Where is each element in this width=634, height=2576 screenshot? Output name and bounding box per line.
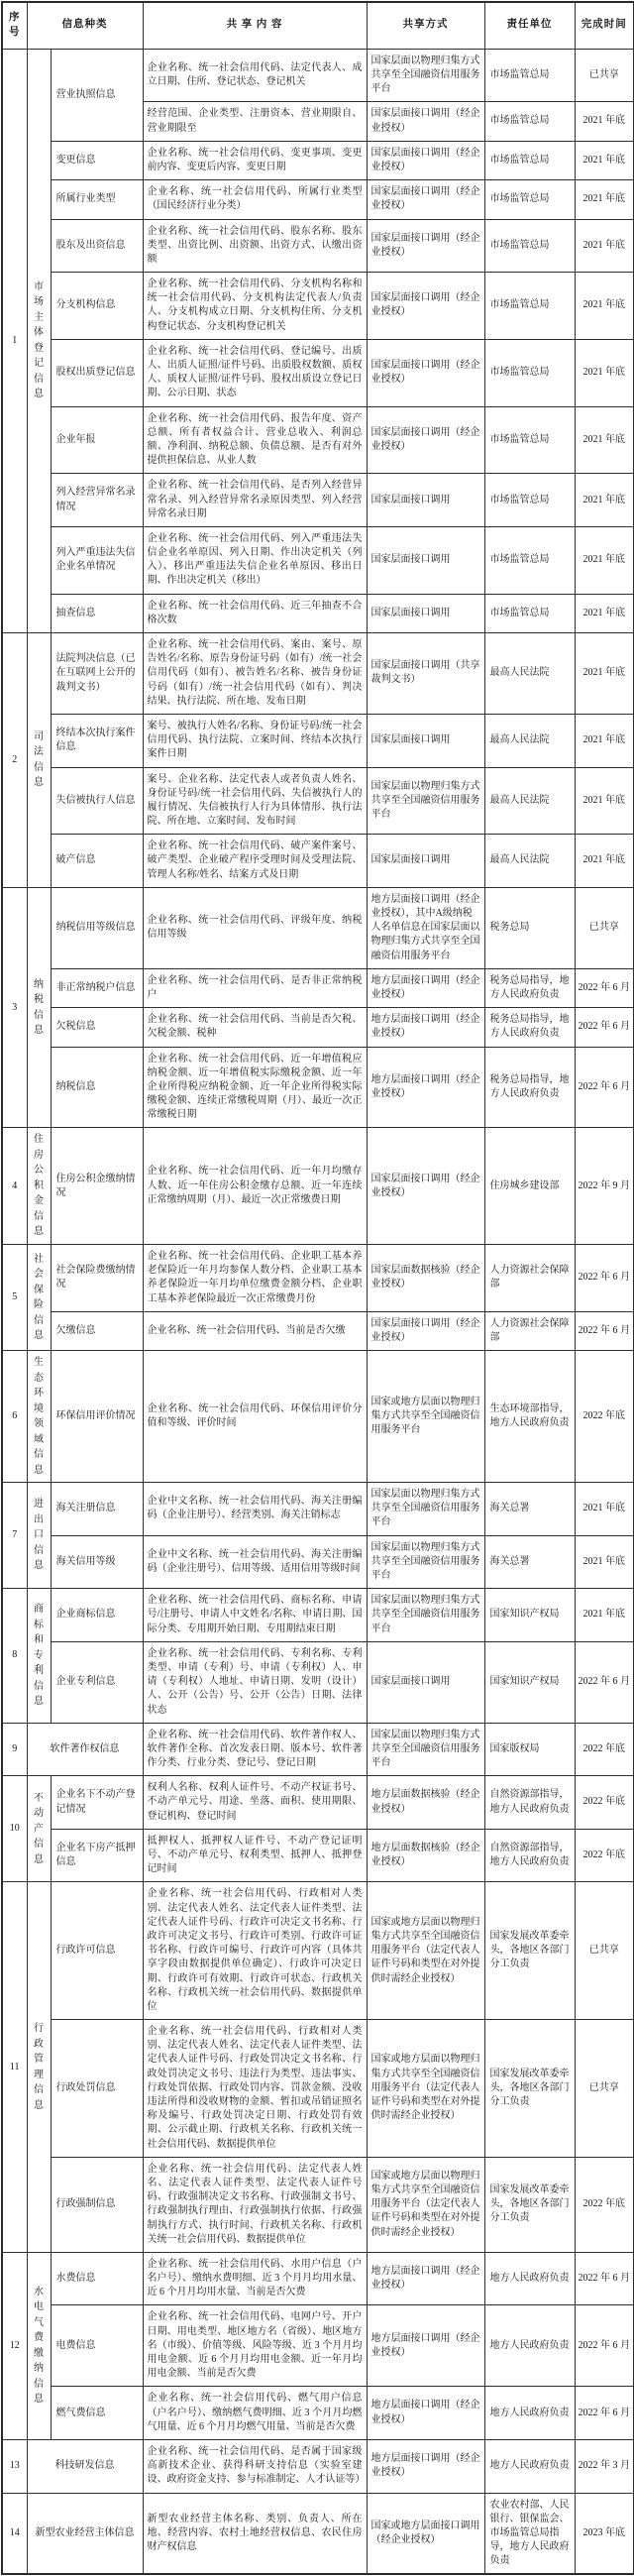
unit-cell: 人力资源社会保障部	[484, 1244, 575, 1311]
info-type-cell: 行政处罚信息	[51, 2020, 143, 2158]
content-cell: 企业名称、统一社会信用代码、是否属于国家级高新技术企业、获得科研支持信息（实验室建设、政府资金支持、参与标准制定、人才认证等）	[143, 2439, 367, 2493]
table-row	[2, 1589, 634, 1642]
content-cell: 经营范围、企业类型、注册资本、营业期限自、营业期限至	[143, 102, 367, 141]
method-cell: 地方层面接口调用（经企业授权）	[367, 1008, 484, 1047]
row-number-cell: 8	[2, 1589, 27, 1724]
row-number-cell: 14	[2, 2493, 27, 2574]
table-row	[2, 273, 634, 340]
unit-cell: 地方人民政府负责	[484, 2439, 575, 2493]
method-cell: 国家层面接口调用（经企业授权）	[367, 219, 484, 273]
unit-cell: 市场监管总局	[484, 406, 575, 474]
table-row	[2, 406, 634, 474]
info-type-cell: 社会保险费缴纳情况	[51, 1244, 143, 1311]
time-cell: 2021 年底	[575, 273, 634, 340]
table-row	[2, 141, 634, 179]
time-cell: 2022 年 6 月	[575, 2305, 634, 2387]
time-cell: 2022 年 9 月	[575, 1128, 634, 1245]
content-cell: 企业名称、统一社会信用代码、近三年抽查不合格次数	[143, 594, 367, 632]
info-type-cell: 列入严重违法失信企业名单情况	[51, 526, 143, 594]
info-type-cell: 欠税信息	[51, 1008, 143, 1047]
content-cell: 抵押权人、抵押权人证件号、不动产登记证明号、不动产单元号、权利类型、抵押人、抵押登记时间	[143, 1829, 367, 1882]
unit-cell: 海关总署	[484, 1483, 575, 1536]
info-type-cell: 分支机构信息	[51, 273, 143, 340]
time-cell: 2022 年底	[575, 1351, 634, 1483]
content-cell: 新型农业经营主体名称、类别、负责人、所在地、经营内容、农村土地经营权信息、农民住房财产权信息	[143, 2493, 367, 2574]
time-cell: 2021 年底	[575, 1589, 634, 1642]
method-cell: 国家层面接口调用（经企业授权）	[367, 1128, 484, 1245]
method-cell: 国家层面接口调用	[367, 526, 484, 594]
info-type-cell: 电费信息	[51, 2305, 143, 2387]
time-cell: 2022 年 6 月	[575, 1311, 634, 1350]
content-cell: 企业名称、统一社会信用代码、环保信用评价分值和等级、评价时间	[143, 1351, 367, 1483]
method-cell: 国家层面接口调用（经企业授权）	[367, 273, 484, 340]
info-type-cell: 破产信息	[51, 835, 143, 888]
content-cell: 案号、被执行人姓名/名称、身份证号码/统一社会信用代码、执行法院、立案时间、终结本次执行案件日期	[143, 714, 367, 767]
info-type-cell: 欠缴信息	[51, 1311, 143, 1350]
unit-cell: 国家发展改革委牵头，各地区各部门分工负责	[484, 1882, 575, 2020]
method-cell: 国家或地方层面以物理归集方式共享至全国融资信用服务平台（法定代表人证件号码和类型在对外提供时需经企业授权）	[367, 2157, 484, 2252]
table-row	[2, 767, 634, 835]
info-type-cell: 行政强制信息	[51, 2157, 143, 2252]
unit-cell: 住房城乡建设部	[484, 1128, 575, 1245]
unit-cell: 自然资源部指导，地方人民政府负责	[484, 1829, 575, 1882]
unit-cell: 国家知识产权局	[484, 1589, 575, 1642]
time-cell: 2022 年 6 月	[575, 1008, 634, 1047]
time-cell: 已共享	[575, 887, 634, 968]
method-cell: 国家层面接口调用（经企业授权）	[367, 180, 484, 219]
table-row	[2, 1128, 634, 1245]
table-row	[2, 526, 634, 594]
content-cell: 企业中文名称、统一社会信用代码、海关注册编码（企业注册号）、信用等级、适用信用等级时间	[143, 1535, 367, 1589]
info-category-cell: 行政管理信息	[27, 1882, 51, 2253]
info-category-cell: 科技研发信息	[27, 2439, 143, 2493]
content-cell: 案号、企业名称、法定代表人或者负责人姓名、身份证号码/统一社会信用代码、失信被执行人的履行情况、失信被执行人行为具体情形、执行法院、所在地、立案时间、发布时间	[143, 767, 367, 835]
content-cell: 企业名称、统一社会信用代码、登记编号、出质人、出质人证照/证件号码、出质股权数额、质权人、质权人证照/证件号码、股权出质设立登记日期、公示日期、状态	[143, 339, 367, 406]
info-type-cell: 所属行业类型	[51, 180, 143, 219]
unit-cell: 市场监管总局	[484, 141, 575, 179]
time-cell: 2022 年 6 月	[575, 1641, 634, 1723]
unit-cell: 地方人民政府负责	[484, 2305, 575, 2387]
unit-cell: 市场监管总局	[484, 180, 575, 219]
table-row	[2, 2305, 634, 2387]
time-cell: 2021 年底	[575, 594, 634, 632]
unit-cell: 地方人民政府负责	[484, 2252, 575, 2305]
unit-cell: 生态环境部指导，地方人民政府负责	[484, 1351, 575, 1483]
unit-cell: 税务总局	[484, 887, 575, 968]
unit-cell: 国家发展改革委牵头，各地区各部门分工负责	[484, 2020, 575, 2158]
info-category-cell: 住房公积金信息	[27, 1128, 51, 1245]
table-row	[2, 2493, 634, 2574]
info-sharing-table	[1, 1, 634, 2575]
content-cell: 企业名称、统一社会信用代码、当前是否欠税、欠税金额、税种	[143, 1008, 367, 1047]
unit-cell: 市场监管总局	[484, 102, 575, 141]
row-number-cell: 9	[2, 1723, 27, 1776]
content-cell: 企业名称、统一社会信用代码、分支机构名称和统一社会信用代码、分支机构法定代表人/负责人、分支机构成立日期、分支机构住所、分支机构登记状态、分支机构登记机关	[143, 273, 367, 340]
info-type-cell: 纳税信息	[51, 1047, 143, 1128]
table-row	[2, 2020, 634, 2158]
row-number-cell: 7	[2, 1483, 27, 1589]
info-category-cell: 司法信息	[27, 633, 51, 888]
table-row	[2, 180, 634, 219]
content-cell: 企业名称、统一社会信用代码、报告年度、资产总额、所有者权益合计、营业总收入、利润总额、净利润、纳税总额、负债总额、是否有对外提供担保信息、从业人数	[143, 406, 367, 474]
info-type-cell: 企业专利信息	[51, 1641, 143, 1723]
time-cell: 2022 年 3 月	[575, 2439, 634, 2493]
content-cell: 企业名称、统一社会信用代码、行政相对人类别、法定代表人姓名、法定代表人证件类型、法定代表人证件号码、行政处罚决定文书名称、行政处罚决定文书号、违法行为类型、违法事实、行政处罚依据、行政处罚内容、罚款金额、没收违法所得和没收财物的金额、暂扣或吊销证照名称及编号、行政处罚决定日期、行政处罚有效期、公示截止期、行政机关名称、行政机关统一社会信用代码、数据提供单位	[143, 2020, 367, 2158]
method-cell: 地方层面接口调用（经企业授权）	[367, 2439, 484, 2493]
time-cell: 2021 年底	[575, 406, 634, 474]
time-cell: 已共享	[575, 2020, 634, 2158]
method-cell: 地方层面数据核验（经企业授权）	[367, 1776, 484, 1830]
info-type-cell: 海关信用等级	[51, 1535, 143, 1589]
content-cell: 企业名称、统一社会信用代码、所属行业类型（国民经济行业分类）	[143, 180, 367, 219]
content-cell: 企业名称、统一社会信用代码、近一年增值税应纳税金额、近一年增值税实际缴税金额、近一年企业所得税应纳税金额、近一年企业所得税实际缴税金额、连续正常缴税周期（月）、最近一次正常缴税日期	[143, 1047, 367, 1128]
info-type-cell: 纳税信用等级信息	[51, 887, 143, 968]
info-type-cell: 营业执照信息	[51, 49, 143, 141]
info-type-cell: 企业商标信息	[51, 1589, 143, 1642]
content-cell: 企业名称、统一社会信用代码、电网户号、开户日期、用电类型、地区地方名（省级）、地区地方名（市级）、价值等级、风险等级、近 3 个月月均用电金额、近 6 个月月均用电金额、近一年月均用电金额、当前是否欠费	[143, 2305, 367, 2387]
info-category-cell: 软件著作权信息	[27, 1723, 143, 1776]
time-cell: 2021 年底	[575, 835, 634, 888]
time-cell: 2022 年底	[575, 2157, 634, 2252]
table-row	[2, 594, 634, 632]
row-number-cell: 2	[2, 633, 27, 888]
time-cell: 2021 年底	[575, 526, 634, 594]
content-cell: 企业名称、统一社会信用代码、变更事项、变更前内容、变更后内容、变更日期	[143, 141, 367, 179]
time-cell: 2021 年底	[575, 474, 634, 527]
time-cell: 2021 年底	[575, 1483, 634, 1536]
method-cell: 国家层面以物理归集方式共享至全国融资信用服务平台	[367, 1723, 484, 1776]
method-cell: 地方层面接口调用（经企业授权）	[367, 2252, 484, 2305]
method-cell: 国家层面以物理归集方式共享至全国融资信用服务平台	[367, 767, 484, 835]
table-row	[2, 835, 634, 888]
content-cell: 企业名称、统一社会信用代码、当前是否欠缴	[143, 1311, 367, 1350]
unit-cell: 市场监管总局	[484, 273, 575, 340]
time-cell: 2021 年底	[575, 767, 634, 835]
method-cell: 国家层面接口调用（经企业授权）	[367, 339, 484, 406]
info-type-cell: 住房公积金缴纳情况	[51, 1128, 143, 1245]
table-row	[2, 2157, 634, 2252]
unit-cell: 市场监管总局	[484, 339, 575, 406]
unit-cell: 市场监管总局	[484, 594, 575, 632]
unit-cell: 税务总局指导，地方人民政府负责	[484, 1047, 575, 1128]
content-cell: 企业名称、统一社会信用代码、商标名称、申请号/注册号、申请人中文姓名/名称、申请日期、国际分类、专用期开始日期、专用期结束日期	[143, 1589, 367, 1642]
info-category-cell: 不动产信息	[27, 1776, 51, 1882]
row-number-cell: 4	[2, 1128, 27, 1245]
method-cell: 国家层面接口调用	[367, 474, 484, 527]
time-cell: 2021 年底	[575, 633, 634, 715]
col-header-responsible-unit: 责任单位	[484, 2, 575, 49]
table-row	[2, 1311, 634, 1350]
content-cell: 企业名称、统一社会信用代码、案由、案号、原告姓名/名称、原告身份证号码（如有）/统一社会信用代码（如有）、被告姓名/名称、被告身份证号码（如有）/统一社会信用代码（如有）、判决结果、执行法院、所在地、发布日期	[143, 633, 367, 715]
time-cell: 2021 年底	[575, 102, 634, 141]
info-type-cell: 失信被执行人信息	[51, 767, 143, 835]
content-cell: 企业名称、统一社会信用代码、评级年度、纳税信用等级	[143, 887, 367, 968]
time-cell: 2022 年 6 月	[575, 2387, 634, 2440]
content-cell: 企业名称、统一社会信用代码、是否列入经营异常名录、列入经营异常名录原因类型、列入经营异常名录日期	[143, 474, 367, 527]
info-type-cell: 环保信用评价情况	[51, 1351, 143, 1483]
time-cell: 已共享	[575, 1882, 634, 2020]
info-category-cell: 进出口信息	[27, 1483, 51, 1589]
method-cell: 国家或地方层面接口调用（经企业授权）	[367, 2493, 484, 2574]
time-cell: 2021 年底	[575, 339, 634, 406]
unit-cell: 最高人民法院	[484, 714, 575, 767]
info-category-cell: 生态环境领域信息	[27, 1351, 51, 1483]
unit-cell: 最高人民法院	[484, 633, 575, 715]
time-cell: 2022 年 6 月	[575, 1244, 634, 1311]
table-row	[2, 1244, 634, 1311]
info-type-cell: 企业名下房产抵押信息	[51, 1829, 143, 1882]
method-cell: 地方层面接口调用（经企业授权）	[367, 2305, 484, 2387]
method-cell: 国家或地方层面以物理归集方式共享至全国融资信用服务平台（法定代表人证件号码和类型在对外提供时需经企业授权）	[367, 2020, 484, 2158]
unit-cell: 国家发展改革委牵头，各地区各部门分工负责	[484, 2157, 575, 2252]
content-cell: 企业名称、统一社会信用代码、企业职工基本养老保险近一年月均参保人数分档、企业职工基本养老保险近一年月均单位缴费金额分档、企业职工基本养老保险最近一次正常缴费月份	[143, 1244, 367, 1311]
info-type-cell: 非正常纳税户信息	[51, 968, 143, 1007]
row-number-cell: 12	[2, 2252, 27, 2439]
method-cell: 国家层面以物理归集方式共享至全国融资信用服务平台	[367, 49, 484, 102]
row-number-cell: 11	[2, 1882, 27, 2253]
method-cell: 国家层面接口调用（共享裁判文书）	[367, 633, 484, 715]
table-row	[2, 1008, 634, 1047]
method-cell: 国家层面接口调用	[367, 1641, 484, 1723]
content-cell: 企业名称、统一社会信用代码、燃气用户信息（户名户号）、缴纳燃气费明细、近 3 个月月均燃气用量、近 6 个月月均燃气用量、当前是否欠费	[143, 2387, 367, 2440]
content-cell: 企业名称、统一社会信用代码、破产案件案号、破产类型、企业破产程序受理时间及受理法院、管理人名称/姓名、结案方式及日期	[143, 835, 367, 888]
time-cell: 2022 年 6 月	[575, 2252, 634, 2305]
table-row	[2, 1047, 634, 1128]
table-row	[2, 633, 634, 715]
method-cell: 地方层面接口调用（经企业授权）	[367, 968, 484, 1007]
table-row	[2, 219, 634, 273]
time-cell: 2021 年底	[575, 714, 634, 767]
info-type-cell: 水费信息	[51, 2252, 143, 2305]
method-cell: 国家或地方层面以物理归集方式共享至全国融资信用服务平台	[367, 1351, 484, 1483]
table-row	[2, 1776, 634, 1830]
row-number-cell: 3	[2, 887, 27, 1128]
info-category-cell: 市场主体登记信息	[27, 49, 51, 632]
time-cell: 2022 年底	[575, 1829, 634, 1882]
method-cell: 国家层面接口调用（经企业授权）	[367, 1311, 484, 1350]
row-number-cell: 10	[2, 1776, 27, 1882]
table-row	[2, 1829, 634, 1882]
table-row	[2, 968, 634, 1007]
info-type-cell: 海关注册信息	[51, 1483, 143, 1536]
time-cell: 2021 年底	[575, 141, 634, 179]
time-cell: 2023 年底	[575, 2493, 634, 2574]
content-cell: 企业名称、统一社会信用代码、行政相对人类别、法定代表人姓名、法定代表人证件类型、法定代表人证件号码、行政许可决定文书名称、行政许可决定文书号、行政许可类别、行政许可证书名称、行政许可编号、行政许可内容（具体共享字段由数据提供单位确定）、行政许可决定日期、行政许可有效期、行政许可状态、行政机关名称、行政机关统一社会信用代码、数据提供单位	[143, 1882, 367, 2020]
info-category-cell: 社会保险信息	[27, 1244, 51, 1350]
table-row	[2, 1641, 634, 1723]
info-type-cell: 列入经营异常名录情况	[51, 474, 143, 527]
content-cell: 权利人名称、权利人证件号、不动产权证书号、不动产单元号、用途、坐落、面积、使用期限、登记机构、登记时间	[143, 1776, 367, 1830]
time-cell: 2022 年底	[575, 1723, 634, 1776]
method-cell: 国家层面接口调用	[367, 594, 484, 632]
table-row	[2, 1882, 634, 2020]
info-category-cell: 商标和专利信息	[27, 1589, 51, 1724]
col-header-completion-time: 完成时间	[575, 2, 634, 49]
col-header-shared-content: 共 享 内 容	[143, 2, 367, 49]
content-cell: 企业名称、统一社会信用代码、软件著作权人、软件著作全称、首次发表日期、版本号、软件著作分类、行业分类、登记号、登记日期	[143, 1723, 367, 1776]
method-cell: 地方层面接口调用（经企业授权）	[367, 1047, 484, 1128]
unit-cell: 海关总署	[484, 1535, 575, 1589]
content-cell: 企业名称、统一社会信用代码、专利名称、专利类型、申请（专利）号、申请（专利权）人、申请（专利权）人地址、申请日期、发明（设计）人、公开（公告）号、公开（公告）日期、法律状态	[143, 1641, 367, 1723]
unit-cell: 市场监管总局	[484, 526, 575, 594]
method-cell: 国家层面以物理归集方式共享至全国融资信用服务平台	[367, 1483, 484, 1536]
method-cell: 国家层面接口调用（经企业授权）	[367, 102, 484, 141]
unit-cell: 税务总局指导，地方人民政府负责	[484, 1008, 575, 1047]
info-type-cell: 终结本次执行案件信息	[51, 714, 143, 767]
col-header-info-type: 信息种类	[27, 2, 143, 49]
content-cell: 企业名称、统一社会信用代码、水用户信息（户名户号）、缴纳水费明细、近 3 个月月均用水量、近 6 个月月均用水量、当前是否欠费	[143, 2252, 367, 2305]
table-row	[2, 1351, 634, 1483]
unit-cell: 自然资源部指导，地方人民政府负责	[484, 1776, 575, 1830]
table-row	[2, 1483, 634, 1536]
method-cell: 国家或地方层面以物理归集方式共享至全国融资信用服务平台（法定代表人证件号码和类型在对外提供时需经企业授权）	[367, 1882, 484, 2020]
time-cell: 2022 年 6 月	[575, 968, 634, 1007]
unit-cell: 国家知识产权局	[484, 1641, 575, 1723]
table-row	[2, 49, 634, 102]
table-row	[2, 887, 634, 968]
method-cell: 国家层面接口调用（经企业授权）	[367, 406, 484, 474]
content-cell: 企业名称、统一社会信用代码、法定代表人姓名、法定代表人证件类型、法定代表人证件号码、行政强制决定文书名称、行政强制文书号、行政强制执行理由、行政强制执行依据、行政强制执行方式、执行时间、行政机关名称、行政机关统一社会信用代码、数据提供单位	[143, 2157, 367, 2252]
unit-cell: 农业农村部、人民银行、银保监会、市场监管总局指导，地方人民政府负责	[484, 2493, 575, 2574]
info-category-cell: 水电气费缴纳信息	[27, 2252, 51, 2439]
time-cell: 已共享	[575, 49, 634, 102]
row-number-cell: 13	[2, 2439, 27, 2493]
table-row	[2, 474, 634, 527]
content-cell: 企业名称、统一社会信用代码、法定代表人、成立日期、住所、登记状态、登记机关	[143, 49, 367, 102]
method-cell: 国家层面以物理归集方式共享至全国融资信用服务平台	[367, 1589, 484, 1642]
table-row	[2, 2252, 634, 2305]
unit-cell: 国家版权局	[484, 1723, 575, 1776]
table-row	[2, 2387, 634, 2440]
info-category-cell: 纳税信息	[27, 887, 51, 1128]
info-type-cell: 燃气费信息	[51, 2387, 143, 2440]
info-category-cell: 新型农业经营主体信息	[27, 2493, 143, 2574]
table-row	[2, 714, 634, 767]
unit-cell: 市场监管总局	[484, 219, 575, 273]
row-number-cell: 5	[2, 1244, 27, 1350]
table-body	[2, 49, 634, 2574]
table-row	[2, 1535, 634, 1589]
info-type-cell: 抽查信息	[51, 594, 143, 632]
unit-cell: 市场监管总局	[484, 474, 575, 527]
method-cell: 国家层面以物理归集方式共享至全国融资信用服务平台	[367, 1535, 484, 1589]
method-cell: 地方层面接口调用（经企业授权）	[367, 2387, 484, 2440]
time-cell: 2021 年底	[575, 1535, 634, 1589]
header-row	[2, 2, 634, 49]
unit-cell: 地方人民政府负责	[484, 2387, 575, 2440]
time-cell: 2021 年底	[575, 180, 634, 219]
table-header	[2, 2, 634, 49]
table-row	[2, 339, 634, 406]
content-cell: 企业名称、统一社会信用代码、近一年月均缴存人数、近一年住房公积金缴存总额、近一年连续正常缴纳周期（月）、最近一次正常缴费日期	[143, 1128, 367, 1245]
info-type-cell: 股东及出资信息	[51, 219, 143, 273]
time-cell: 2022 年底	[575, 1776, 634, 1830]
unit-cell: 市场监管总局	[484, 49, 575, 102]
unit-cell: 税务总局指导，地方人民政府负责	[484, 968, 575, 1007]
content-cell: 企业中文名称、统一社会信用代码、海关注册编码（企业注册号）、经营类别、海关注销标志	[143, 1483, 367, 1536]
info-type-cell: 企业名下不动产登记情况	[51, 1776, 143, 1830]
method-cell: 地方层面接口调用（经企业授权），其中A级纳税人名单信息在国家层面以物理归集方式共享至全国融资信用服务平台	[367, 887, 484, 968]
info-type-cell: 行政许可信息	[51, 1882, 143, 2020]
info-type-cell: 法院判决信息（已在互联网上公开的裁判文书）	[51, 633, 143, 715]
time-cell: 2021 年底	[575, 219, 634, 273]
content-cell: 企业名称、统一社会信用代码、是否非正常纳税户	[143, 968, 367, 1007]
method-cell: 国家层面接口调用（经企业授权）	[367, 141, 484, 179]
row-number-cell: 1	[2, 49, 27, 632]
row-number-cell: 6	[2, 1351, 27, 1483]
content-cell: 企业名称、统一社会信用代码、列入严重违法失信企业名单原因、列入日期、作出决定机关（列入）、移出严重违法失信企业名单原因、移出日期、作出决定机关（移出）	[143, 526, 367, 594]
info-type-cell: 企业年报	[51, 406, 143, 474]
table-row	[2, 2439, 634, 2493]
method-cell: 地方层面数据核验（经企业授权）	[367, 1829, 484, 1882]
info-type-cell: 股权出质登记信息	[51, 339, 143, 406]
unit-cell: 人力资源社会保障部	[484, 1311, 575, 1350]
method-cell: 国家层面接口调用	[367, 835, 484, 888]
info-type-cell: 变更信息	[51, 141, 143, 179]
col-header-share-method: 共享方式	[367, 2, 484, 49]
time-cell: 2022 年 6 月	[575, 1047, 634, 1128]
table-row	[2, 1723, 634, 1776]
method-cell: 国家层面接口调用	[367, 714, 484, 767]
content-cell: 企业名称、统一社会信用代码、股东名称、股东类型、出资比例、出资额、出资方式、认缴出资额	[143, 219, 367, 273]
unit-cell: 最高人民法院	[484, 835, 575, 888]
col-header-seq: 序号	[2, 2, 27, 49]
unit-cell: 最高人民法院	[484, 767, 575, 835]
method-cell: 国家层面数据核验（经企业授权）	[367, 1244, 484, 1311]
